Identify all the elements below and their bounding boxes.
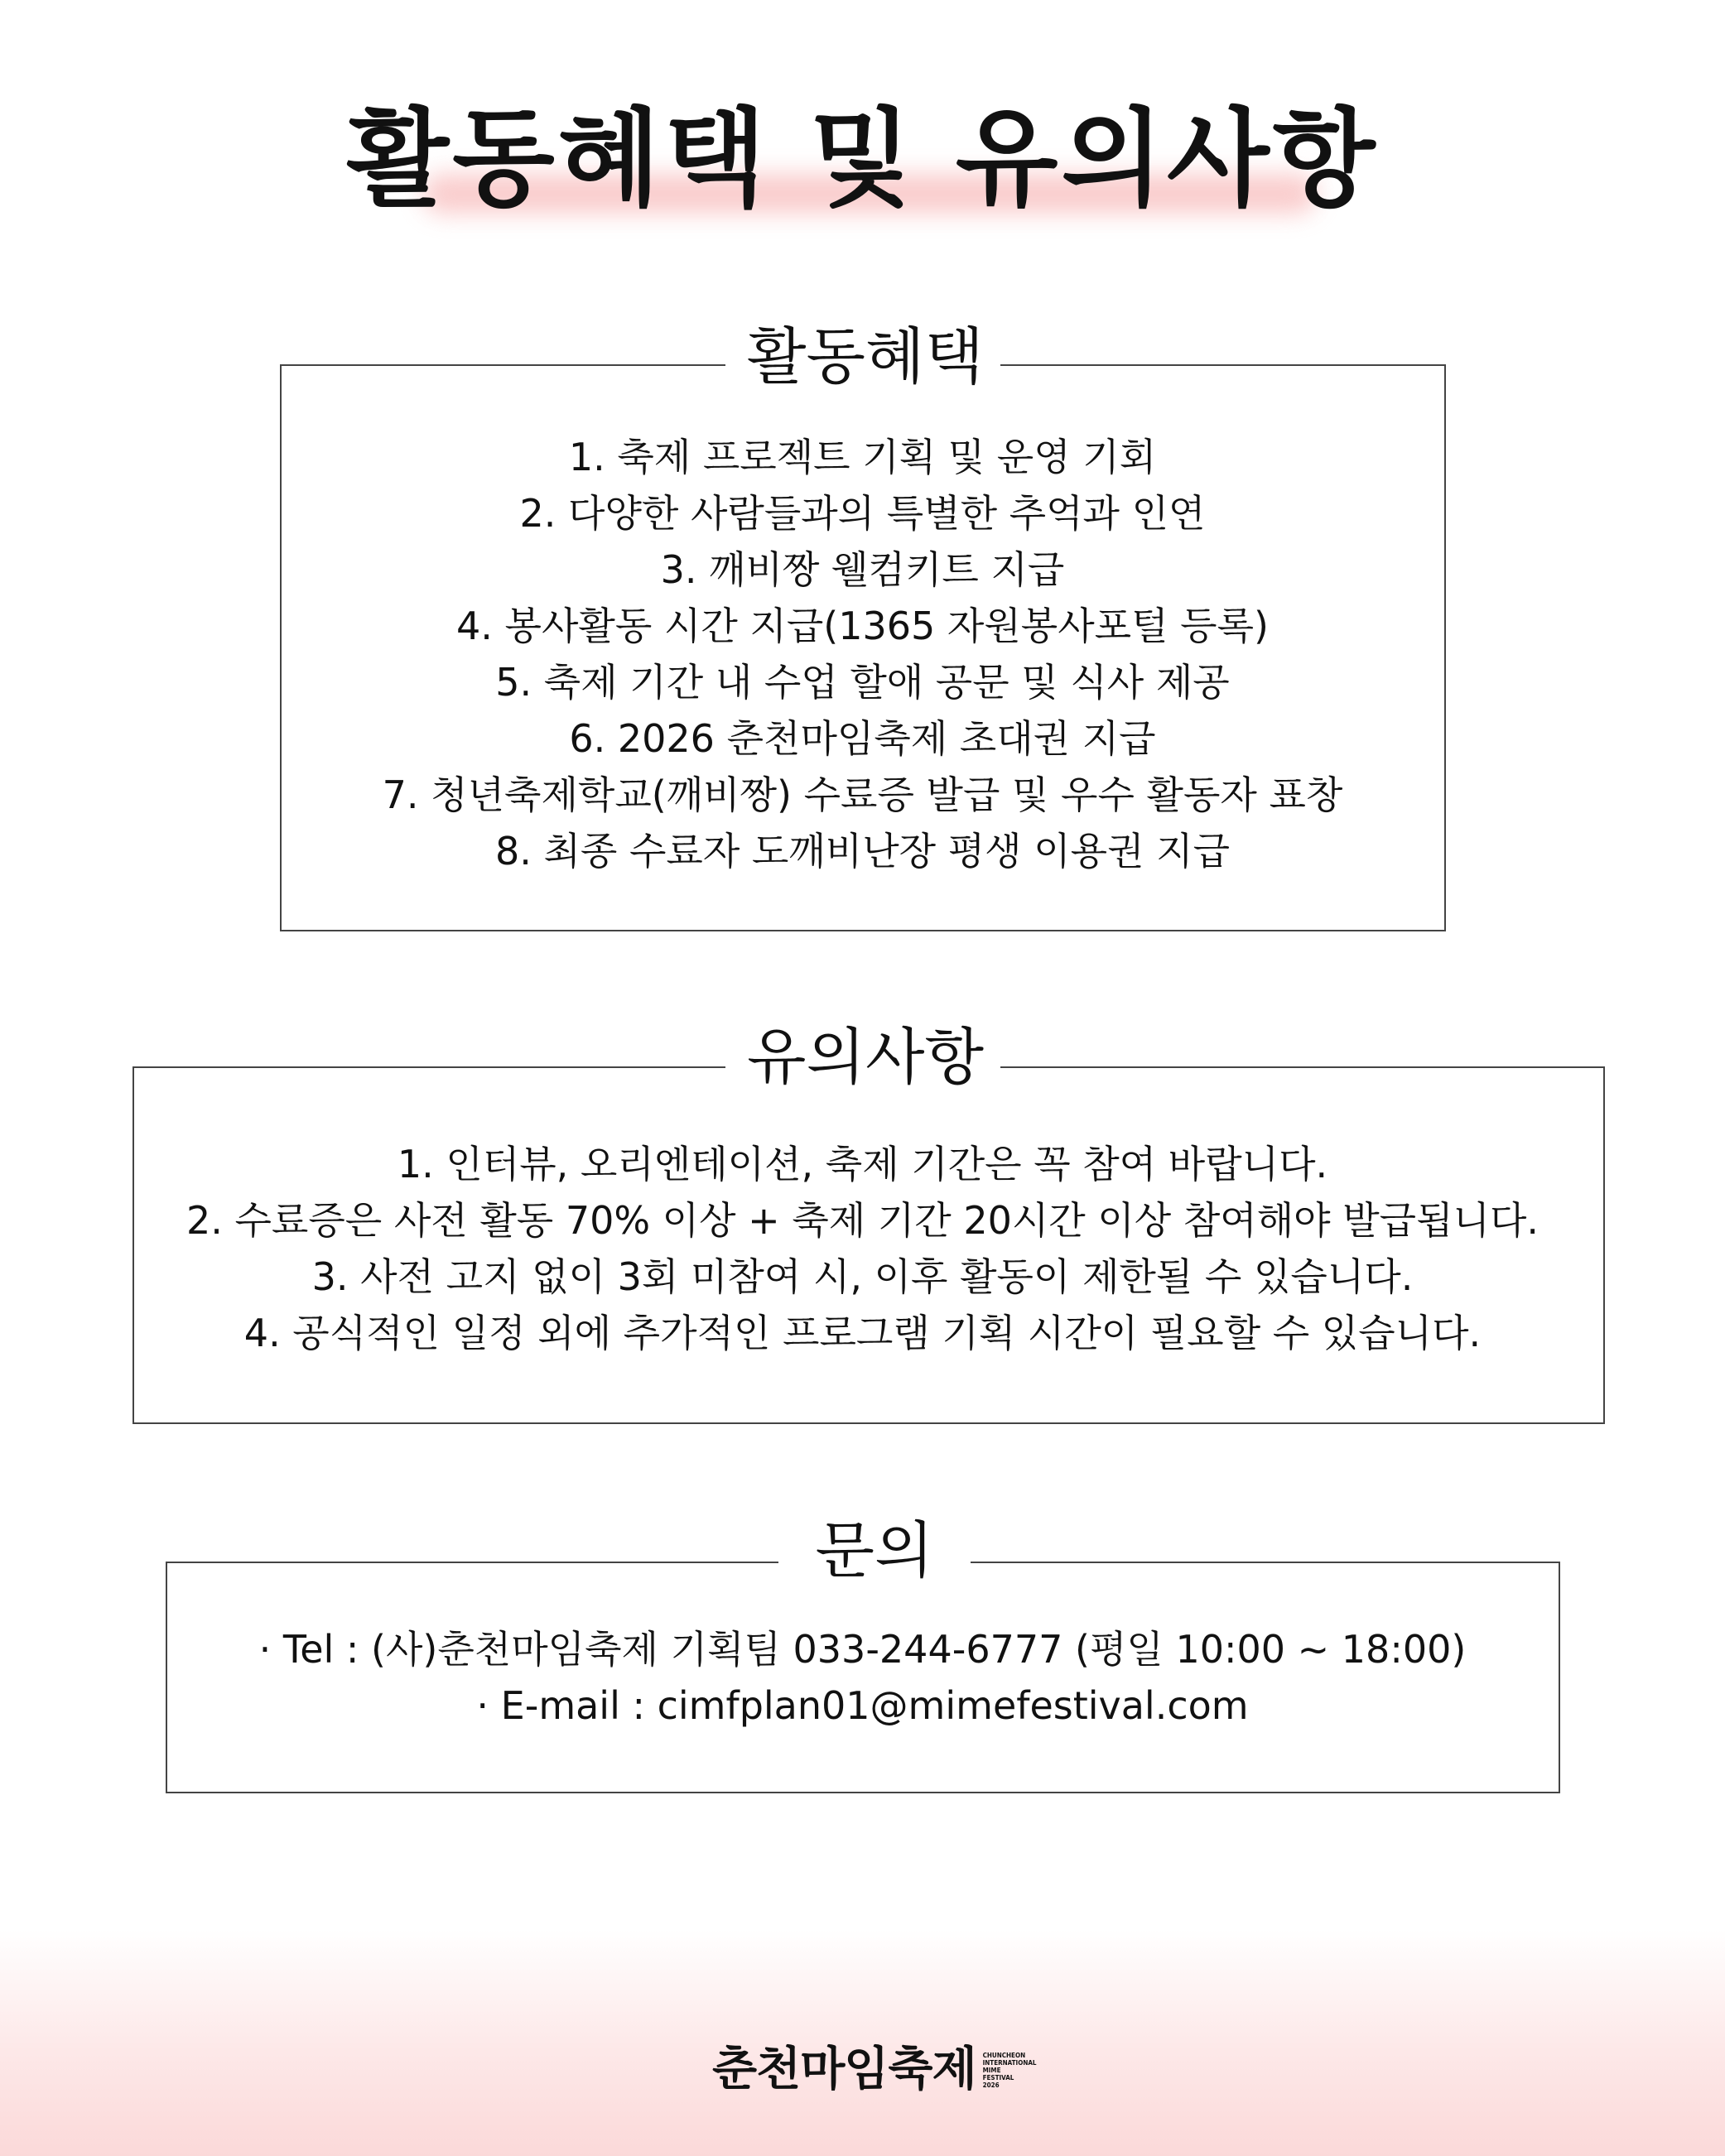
logo-sub-line: INTERNATIONAL xyxy=(982,2058,1037,2067)
note-item: 3. 사전 고지 없이 3회 미참여 시, 이후 활동이 제한될 수 있습니다. xyxy=(311,1254,1414,1299)
benefit-item: 8. 최종 수료자 도깨비난장 평생 이용권 지급 xyxy=(494,829,1231,873)
notes-heading: 유의사항 xyxy=(725,1020,1000,1095)
benefits-list xyxy=(0,429,1725,879)
note-item: 2. 수료증은 사전 활동 70% 이상 + 축제 기간 20시간 이상 참여해야 발급됩니다. xyxy=(186,1198,1539,1243)
benefit-item: 5. 축제 기간 내 수업 할애 공문 및 식사 제공 xyxy=(495,660,1230,705)
logo-sub-line: 2026 xyxy=(982,2081,1000,2089)
festival-logo-subtext xyxy=(983,2052,1037,2089)
contact-heading: 문의 xyxy=(778,1514,971,1588)
festival-logo-text: 춘천마임축제 xyxy=(712,2043,976,2096)
benefit-item: 3. 깨비짱 웰컴키트 지급 xyxy=(660,547,1065,592)
page-title: 활동혜택 및 유의사항 xyxy=(346,98,1379,221)
contact-tel[interactable]: · Tel : (사)춘천마임축제 기획팀 033-244-6777 (평일 10:00 ~ 18:00) xyxy=(258,1627,1467,1672)
logo-sub-line: CHUNCHEON xyxy=(982,2051,1026,2059)
notes-list xyxy=(0,1136,1725,1361)
logo-sub-line: MIME xyxy=(982,2066,1001,2074)
festival-logo xyxy=(712,2041,1037,2099)
note-item: 4. 공식적인 일정 외에 추가적인 프로그램 기획 시간이 필요할 수 있습니다. xyxy=(243,1311,1482,1355)
benefits-heading: 활동혜택 xyxy=(725,320,1000,394)
benefit-item: 1. 축제 프로젝트 기획 및 운영 기회 xyxy=(568,435,1157,479)
benefit-item: 4. 봉사활동 시간 지급(1365 자원봉사포털 등록) xyxy=(456,604,1269,648)
note-item: 1. 인터뷰, 오리엔테이션, 축제 기간은 꼭 참여 바랍니다. xyxy=(397,1142,1328,1186)
benefit-item: 6. 2026 춘천마임축제 초대권 지급 xyxy=(569,716,1156,761)
contact-email[interactable]: · E-mail : cimfplan01@mimefestival.com xyxy=(476,1683,1249,1728)
contact-list xyxy=(0,1621,1725,1734)
logo-sub-line: FESTIVAL xyxy=(982,2073,1014,2081)
benefit-item: 7. 청년축제학교(깨비짱) 수료증 발급 및 우수 활동자 표창 xyxy=(382,772,1343,817)
benefit-item: 2. 다양한 사람들과의 특별한 추억과 인연 xyxy=(519,491,1206,536)
